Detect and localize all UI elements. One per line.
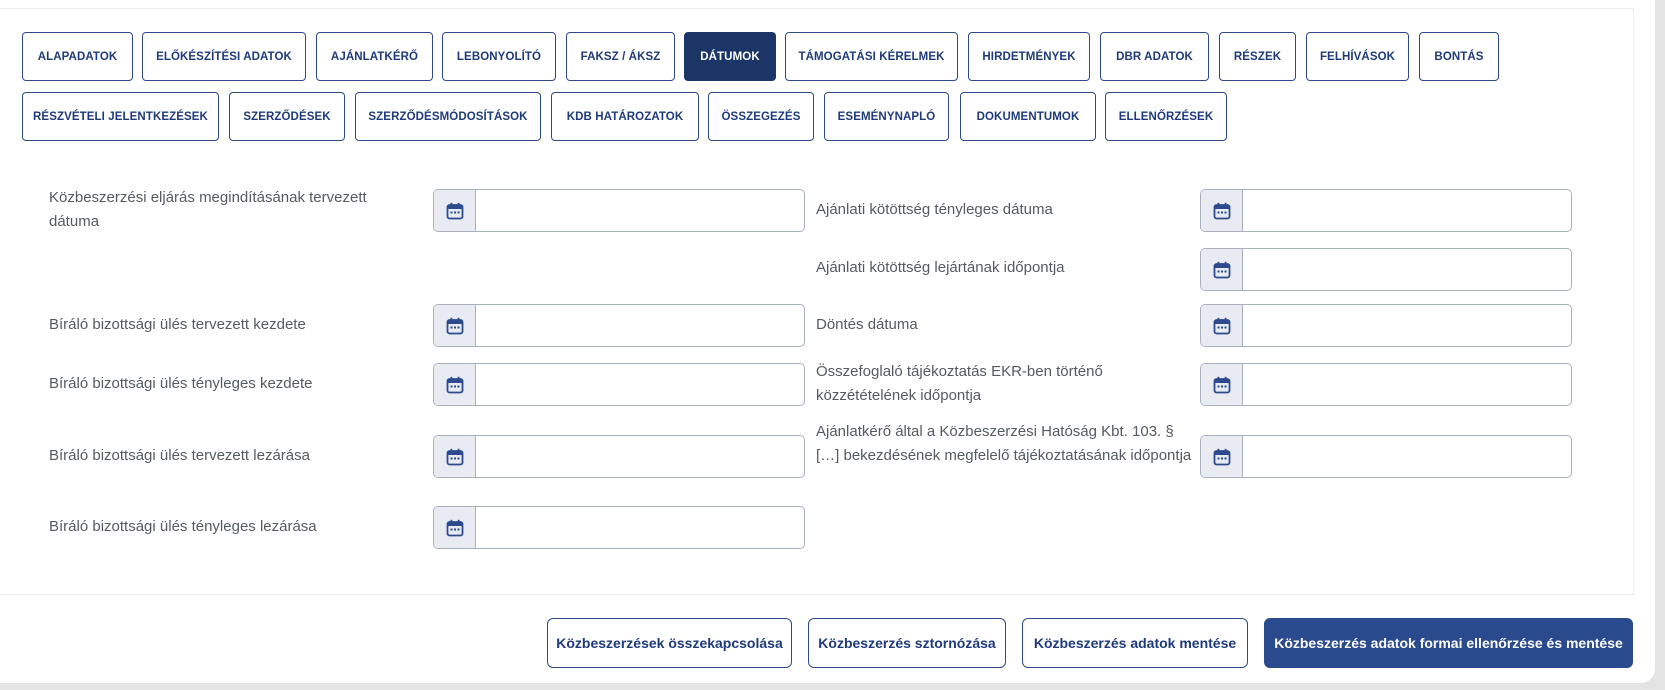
label-biralo-tenyleges-lezarasa: Bíráló bizottsági ülés tényleges lezárása <box>49 518 317 535</box>
date-input[interactable] <box>476 364 804 405</box>
label-ajanlatkero-tajekoztatas: Ajánlatkérő által a Közbeszerzési Hatóság Kbt. 103. § […] bekezdésének megfelelő tájékoztatásának időpontja <box>816 423 1192 464</box>
date-field-biralo-tenyleges-lezarasa <box>433 506 805 549</box>
calendar-icon[interactable] <box>1201 249 1243 290</box>
date-input[interactable] <box>1243 190 1571 231</box>
date-field-biralo-tervezett-lezarasa <box>433 435 805 478</box>
date-field-biralo-tenyleges-kezdete <box>433 363 805 406</box>
date-field-dontes-datuma <box>1200 304 1572 347</box>
tab-szerzodesmodositasok[interactable]: SZERZŐDÉSMÓDOSÍTÁSOK <box>355 92 541 141</box>
tab-reszveteli-jelentkezesek[interactable]: RÉSZVÉTELI JELENTKEZÉSEK <box>22 92 219 141</box>
date-input[interactable] <box>476 190 804 231</box>
date-input[interactable] <box>476 305 804 346</box>
tab-dbr-adatok[interactable]: DBR ADATOK <box>1100 32 1209 81</box>
tab-bontas[interactable]: BONTÁS <box>1419 32 1499 81</box>
calendar-icon[interactable] <box>434 436 476 477</box>
date-field-eljaras-megind-tervezett <box>433 189 805 232</box>
tab-faksz-aksz[interactable]: FAKSZ / ÁKSZ <box>566 32 675 81</box>
tab-alapadatok[interactable]: ALAPADATOK <box>22 32 133 81</box>
calendar-icon[interactable] <box>1201 190 1243 231</box>
tab-esemenynaplo[interactable]: ESEMÉNYNAPLÓ <box>824 92 949 141</box>
tab-osszegezes[interactable]: ÖSSZEGEZÉS <box>708 92 814 141</box>
label-biralo-tenyleges-kezdete: Bíráló bizottsági ülés tényleges kezdete <box>49 375 313 392</box>
calendar-icon[interactable] <box>434 364 476 405</box>
label-ajanlati-kototseg-tenyleges: Ajánlati kötöttség tényleges dátuma <box>816 201 1053 218</box>
date-field-biralo-tervezett-kezdete <box>433 304 805 347</box>
tab-datumok[interactable]: DÁTUMOK <box>684 32 776 81</box>
label-ajanlati-kototseg-lejarta: Ajánlati kötöttség lejártának időpontja <box>816 259 1065 276</box>
date-field-ajanlati-kototseg-lejarta <box>1200 248 1572 291</box>
calendar-icon[interactable] <box>434 190 476 231</box>
calendar-icon[interactable] <box>1201 436 1243 477</box>
tab-reszek[interactable]: RÉSZEK <box>1219 32 1296 81</box>
tab-ellenorzesek[interactable]: ELLENŐRZÉSEK <box>1105 92 1227 141</box>
calendar-icon[interactable] <box>1201 305 1243 346</box>
label-eljaras-megind-tervezett: Közbeszerzési eljárás megindításának tervezett dátuma <box>49 189 367 230</box>
tab-szerzodesek[interactable]: SZERZŐDÉSEK <box>229 92 345 141</box>
tab-lebonyolito[interactable]: LEBONYOLÍTÓ <box>442 32 556 81</box>
label-osszefoglalo-tajekoztatas: Összefoglaló tájékoztatás EKR-ben történő közzétételének időpontja <box>816 363 1103 404</box>
label-dontes-datuma: Döntés dátuma <box>816 316 918 333</box>
tab-hirdetmenyek[interactable]: HIRDETMÉNYEK <box>968 32 1090 81</box>
tab-felhivasok[interactable]: FELHÍVÁSOK <box>1306 32 1409 81</box>
tab-ajanlatkero[interactable]: AJÁNLATKÉRŐ <box>316 32 433 81</box>
date-input[interactable] <box>1243 249 1571 290</box>
date-input[interactable] <box>476 507 804 548</box>
tab-elokeszitesi-adatok[interactable]: ELŐKÉSZÍTÉSI ADATOK <box>142 32 306 81</box>
link-procurements-button[interactable]: Közbeszerzések összekapcsolása <box>547 618 792 668</box>
date-input[interactable] <box>1243 364 1571 405</box>
calendar-icon[interactable] <box>434 305 476 346</box>
cancel-procurement-button[interactable]: Közbeszerzés sztornózása <box>808 618 1006 668</box>
date-field-ajanlatkero-tajekoztatas <box>1200 435 1572 478</box>
tab-dokumentumok[interactable]: DOKUMENTUMOK <box>960 92 1096 141</box>
date-input[interactable] <box>1243 436 1571 477</box>
date-input[interactable] <box>476 436 804 477</box>
date-input[interactable] <box>1243 305 1571 346</box>
tab-tamogatasi-kerelmek[interactable]: TÁMOGATÁSI KÉRELMEK <box>785 32 958 81</box>
label-biralo-tervezett-lezarasa: Bíráló bizottsági ülés tervezett lezárása <box>49 447 310 464</box>
calendar-icon[interactable] <box>1201 364 1243 405</box>
validate-and-save-button[interactable]: Közbeszerzés adatok formai ellenőrzése és mentése <box>1264 618 1633 668</box>
date-field-ajanlati-kototseg-tenyleges <box>1200 189 1572 232</box>
calendar-icon[interactable] <box>434 507 476 548</box>
label-biralo-tervezett-kezdete: Bíráló bizottsági ülés tervezett kezdete <box>49 316 306 333</box>
tab-kdb-hatarozatok[interactable]: KDB HATÁROZATOK <box>551 92 699 141</box>
date-field-osszefoglalo-tajekoztatas <box>1200 363 1572 406</box>
save-procurement-button[interactable]: Közbeszerzés adatok mentése <box>1022 618 1248 668</box>
